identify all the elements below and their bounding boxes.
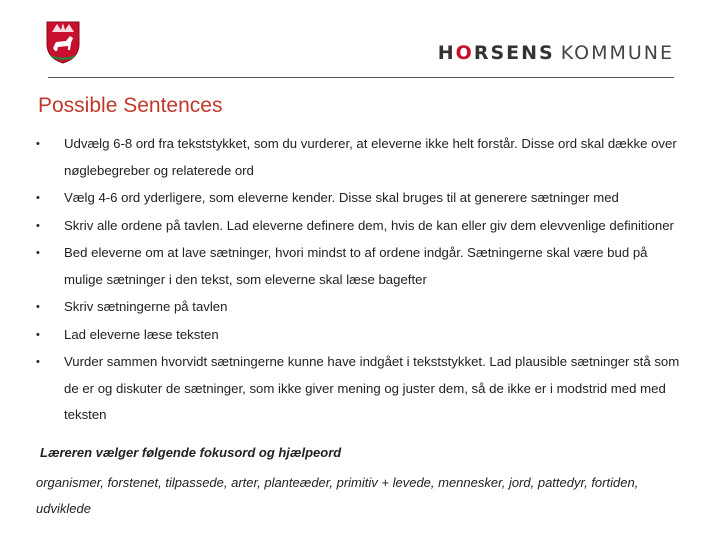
list-item-text: Bed eleverne om at lave sætninger, hvori mindst to af ordene indgår. Sætningerne skal være bud på mulige sætninger i den tekst, som eleverne skal læse bagefter [64, 245, 648, 287]
list-item [36, 131, 686, 184]
logo-brand-h: H [437, 42, 456, 64]
focus-words: organismer, forstenet, tilpassede, arter, planteæder, primitiv + levede, mennesker, jord, pattedyr, fortiden, udviklede [36, 475, 639, 516]
bullet-icon: • [36, 247, 40, 259]
bullet-icon: • [36, 356, 40, 368]
list-item [36, 322, 686, 349]
bullet-icon: • [36, 219, 40, 232]
list-item-text: Skriv sætningerne på tavlen [64, 299, 228, 314]
logo-brand-o: O [455, 42, 474, 64]
list-item-text: Vurder sammen hvorvidt sætningerne kunne have indgået i tekststykket. Lad plausible sætninger stå som de er og diskuter de sætninger, som ikke giver mening og juster dem, så de ikke er i modstrid med med teksten [64, 354, 680, 422]
slide-title: Possible Sentences [38, 94, 223, 117]
list-item-text: Vælg 4-6 ord yderligere, som eleverne kender. Disse skal bruges til at generere sætninger med [64, 190, 619, 205]
logo-municipality: KOMMUNE [560, 42, 674, 64]
list-item-text: Lad eleverne læse teksten [64, 326, 219, 342]
horsens-kommune-logo [438, 42, 674, 64]
logo-brand-rest: RSENS [473, 42, 555, 64]
list-item [36, 294, 686, 321]
bullet-icon: • [36, 301, 40, 313]
list-item-text: Udvælg 6-8 ord fra tekststykket, som du vurderer, at eleverne ikke helt forstår. Disse ord skal dække over nøglebegreber og relaterede ord [64, 136, 677, 178]
list-item [36, 185, 686, 212]
list-item [36, 213, 686, 240]
teacher-heading: Læreren vælger følgende fokusord og hjælpeord [40, 445, 342, 460]
header-divider [48, 77, 674, 78]
bullet-icon: • [36, 192, 40, 204]
list-item-text: Skriv alle ordene på tavlen. Lad eleverne definere dem, hvis de kan eller giv dem elevvenlige definitioner [64, 217, 674, 233]
logo-brand [438, 42, 555, 64]
bullet-icon: • [36, 328, 40, 341]
bullet-icon: • [36, 138, 40, 150]
list-item [36, 240, 686, 293]
list-item [36, 349, 686, 429]
horse-crest-icon [44, 18, 82, 64]
instruction-list [36, 131, 686, 429]
